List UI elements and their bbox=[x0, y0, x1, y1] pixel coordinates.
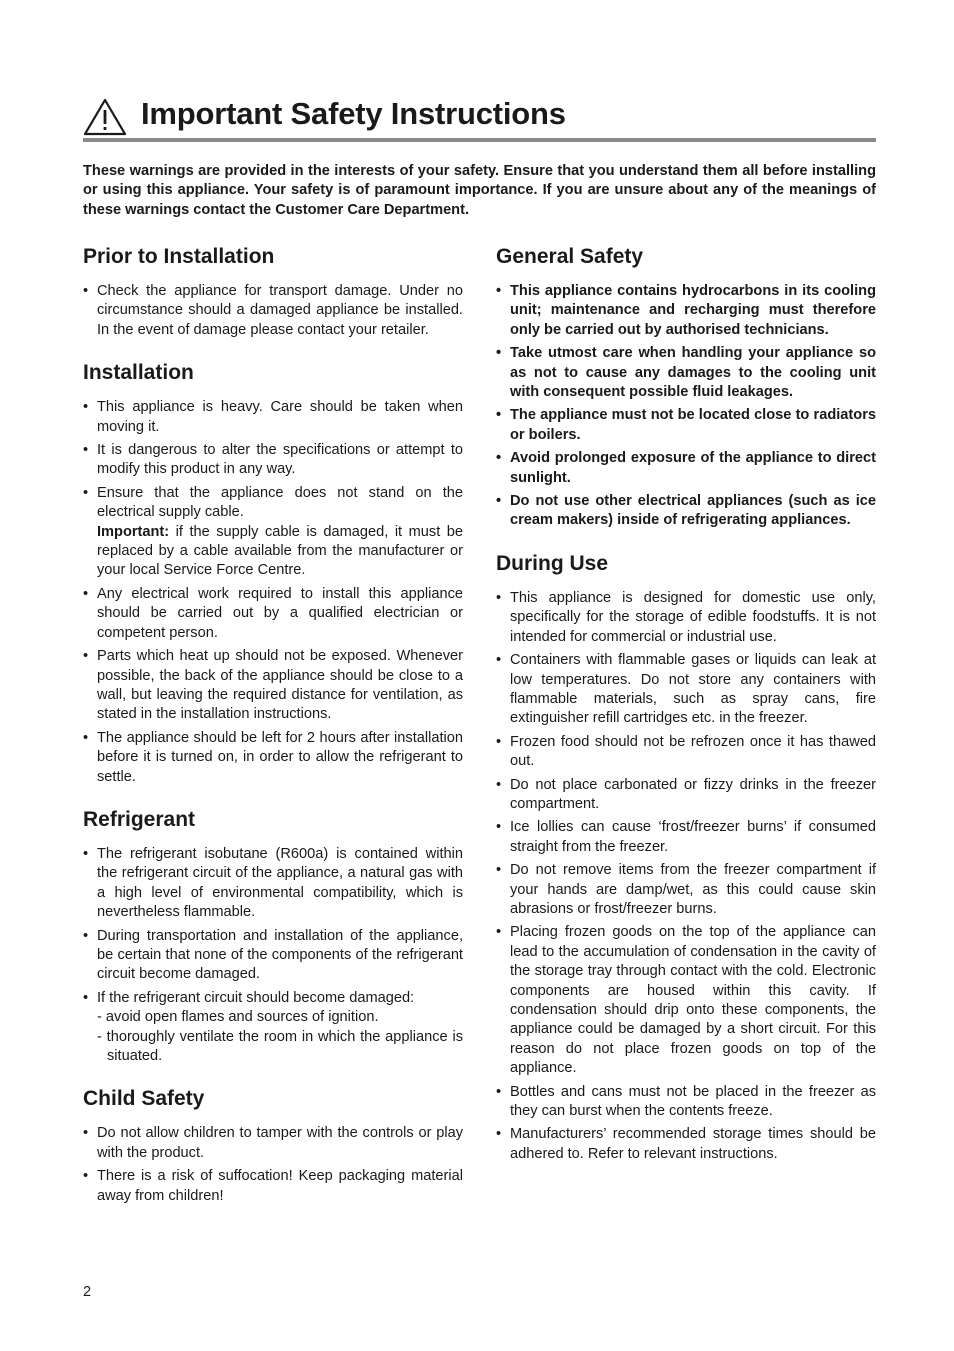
section-installation bbox=[83, 359, 463, 787]
list-item: • Ice lollies can cause ‘frost/freezer burns’ if consumed straight from the freezer. bbox=[496, 818, 876, 857]
page-title: Important Safety Instructions bbox=[141, 96, 566, 131]
list-item-text: Ensure that the appliance does not stand on the electrical supply cable. bbox=[97, 484, 463, 521]
important-label: Important: bbox=[97, 523, 170, 540]
section-heading: Installation bbox=[83, 361, 194, 385]
list-item: • Check the appliance for transport damage. Under no circumstance should a damaged appliance be installed. In the event of damage please contact your retailer. bbox=[83, 282, 463, 340]
important-note bbox=[97, 523, 463, 581]
list-item: • Do not place carbonated or fizzy drinks in the freezer compartment. bbox=[496, 776, 876, 815]
list-item: • Take utmost care when handling your appliance so as not to cause any damages to the cooling unit with consequent possible fluid leakages. bbox=[496, 344, 876, 402]
section-heading: General Safety bbox=[496, 245, 644, 268]
list-item: • The appliance must not be located close to radiators or boilers. bbox=[496, 406, 876, 445]
sub-item: - thoroughly ventilate the room in which the appliance is situated. bbox=[97, 1028, 463, 1064]
list-item: • Avoid prolonged exposure of the appliance to direct sunlight. bbox=[496, 449, 876, 488]
list-item: • Manufacturers’ recommended storage times should be adhered to. Refer to relevant instructions. bbox=[496, 1125, 876, 1164]
list-item: • Bottles and cans must not be placed in the freezer as they can burst when the contents freeze. bbox=[496, 1083, 876, 1122]
section-heading: During Use bbox=[496, 551, 609, 575]
intro-paragraph: These warnings are provided in the interests of your safety. Ensure that you understand them all before installing or using this appliance. Your safety is of paramount importance. If you are unsure about any of the meanings of these warnings contact the Customer Care Department. bbox=[83, 163, 876, 218]
list-item: • Do not use other electrical appliances (such as ice cream makers) inside of refrigerating appliances. bbox=[496, 492, 876, 531]
list-item: • Do not allow children to tamper with the controls or play with the product. bbox=[83, 1124, 463, 1163]
list-item: • The refrigerant isobutane (R600a) is contained within the refrigerant circuit of the appliance, a natural gas with a high level of environmental compatibility, which is nevertheless flammable. bbox=[83, 845, 463, 923]
list-item: • Do not remove items from the freezer compartment if your hands are damp/wet, as this could cause skin abrasions or frost/freezer burns. bbox=[496, 861, 876, 919]
list-item bbox=[83, 989, 463, 1067]
section-prior-to-installation bbox=[83, 243, 463, 340]
section-refrigerant bbox=[83, 806, 463, 1066]
list-item: • Any electrical work required to install this appliance should be carried out by a qualified electrician or competent person. bbox=[83, 585, 463, 643]
list-item: • It is dangerous to alter the specifications or attempt to modify this product in any way. bbox=[83, 441, 463, 480]
section-heading: Child Safety bbox=[83, 1087, 205, 1111]
list-item: • This appliance contains hydrocarbons in its cooling unit; maintenance and recharging must therefore only be carried out by authorised technicians. bbox=[496, 282, 876, 340]
section-general-safety bbox=[496, 243, 876, 531]
list-item-text: If the refrigerant circuit should become damaged: bbox=[97, 989, 415, 1006]
list-item: • Placing frozen goods on the top of the appliance can lead to the accumulation of condensation in the cavity of the storage tray through contact with the cold. Electronic components are housed within this cavity. If condensation should drip onto these components, the appliance could be damaged by a short circuit. For this reason do not place frozen goods on top of the appliance. bbox=[496, 923, 876, 1078]
list-item: • Containers with flammable gases or liquids can leak at low temperatures. Do not store any containers with flammable materials, such as spray cans, fire extinguisher refill cartridges etc. in the freezer. bbox=[496, 651, 876, 729]
important-text: if the supply cable is damaged, it must be replaced by a cable available from the manufacturer or your local Service Force Centre. bbox=[97, 523, 463, 579]
list-item: • There is a risk of suffocation! Keep packaging material away from children! bbox=[83, 1167, 463, 1206]
section-during-use bbox=[496, 550, 876, 1164]
list-item: • This appliance is heavy. Care should be taken when moving it. bbox=[83, 398, 463, 437]
list-item: • The appliance should be left for 2 hours after installation before it is turned on, in order to allow the refrigerant to settle. bbox=[83, 729, 463, 787]
list-item: • This appliance is designed for domestic use only, specifically for the storage of edible foodstuffs. It is not intended for commercial or industrial use. bbox=[496, 589, 876, 647]
title-row bbox=[83, 92, 876, 142]
page-number: 2 bbox=[83, 1284, 92, 1300]
sub-item: - avoid open flames and sources of ignition. bbox=[97, 1009, 379, 1026]
section-child-safety bbox=[83, 1085, 463, 1206]
list-item: • Parts which heat up should not be exposed. Whenever possible, the back of the appliance should be close to a wall, but leaving the required distance for ventilation, as stated in the installation instructions. bbox=[83, 647, 463, 725]
warning-triangle-icon bbox=[83, 98, 127, 136]
right-column bbox=[496, 243, 876, 1183]
section-heading: Prior to Installation bbox=[83, 245, 275, 268]
list-item bbox=[83, 484, 463, 581]
list-item: • Frozen food should not be refrozen once it has thawed out. bbox=[496, 733, 876, 772]
section-heading: Refrigerant bbox=[83, 807, 196, 831]
left-column bbox=[83, 243, 463, 1225]
list-item: • During transportation and installation of the appliance, be certain that none of the components of the refrigerant circuit become damaged. bbox=[83, 927, 463, 985]
